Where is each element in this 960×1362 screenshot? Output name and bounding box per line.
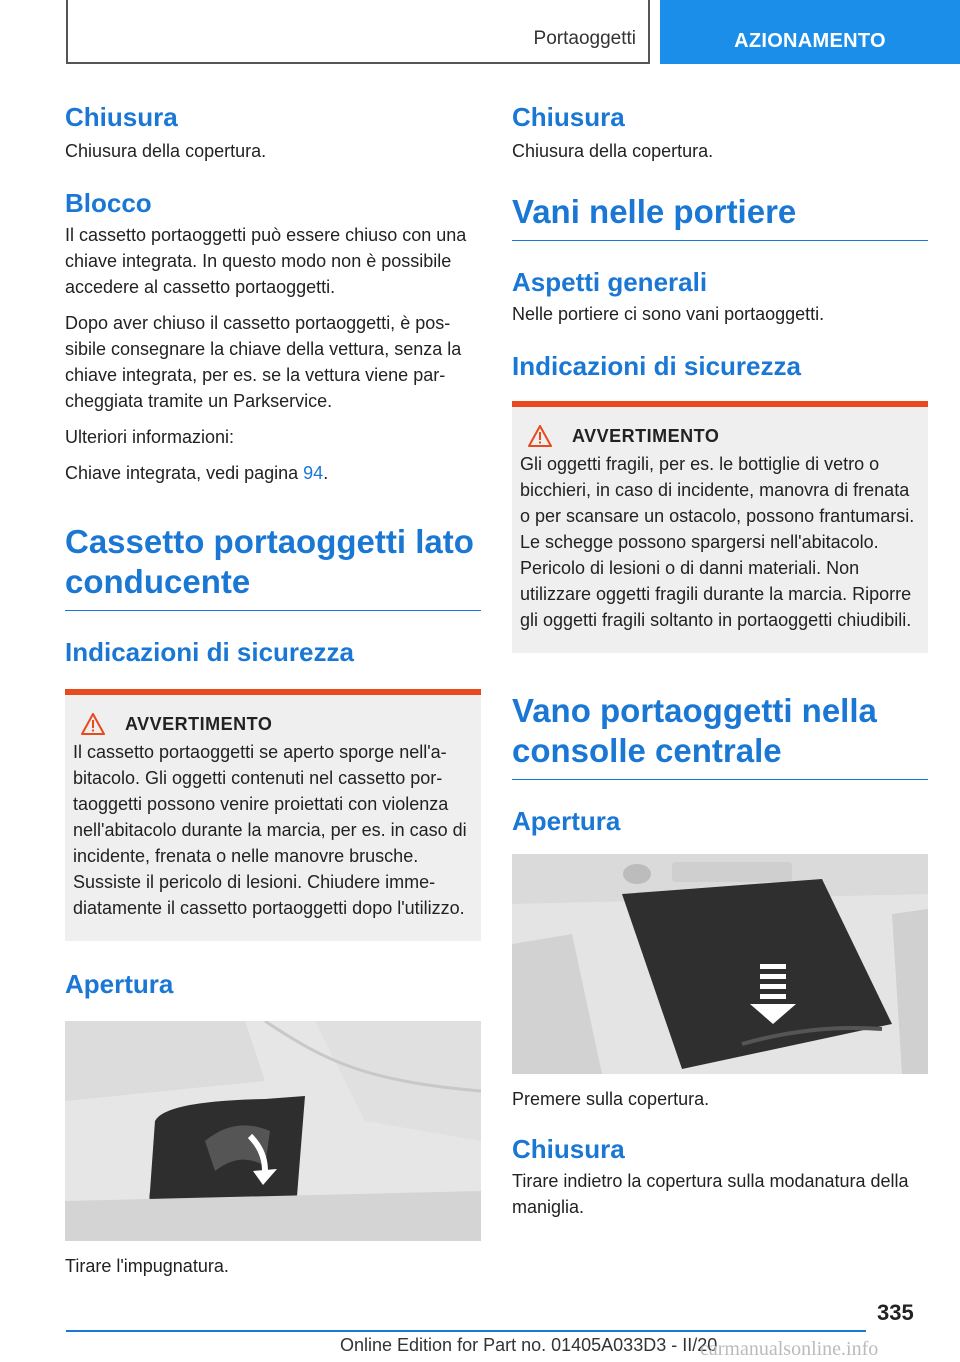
heading-blocco: Blocco bbox=[65, 188, 152, 218]
footer-divider bbox=[66, 1330, 866, 1332]
header-section-title: Portaoggetti bbox=[533, 28, 636, 49]
heading-chiusura-2: Chiusura bbox=[512, 1134, 625, 1164]
paragraph: Chiusura della copertura. bbox=[65, 141, 267, 161]
heading-apertura: Apertura bbox=[512, 806, 621, 836]
heading-aspetti: Aspetti generali bbox=[512, 267, 708, 297]
left-column bbox=[65, 100, 481, 1279]
footer-edition: Online Edition for Part no. 01405A033D3 - II/20 bbox=[340, 1335, 718, 1355]
warning-label: AVVERTIMENTO bbox=[125, 713, 273, 734]
heading-safety: Indicazioni di sicurezza bbox=[65, 637, 354, 667]
paragraph: Dopo aver chiuso il cassetto portaoggetti, è possibile consegnare la chiave della vettura, senza la chiave integrata, per es. se la vettura viene parcheggiata tramite un Parkservice. bbox=[65, 313, 462, 411]
console-compartment-illustration bbox=[512, 854, 928, 1074]
figure-caption: Tirare l'impugnatura. bbox=[65, 1256, 229, 1276]
warning-label: AVVERTIMENTO bbox=[572, 425, 720, 446]
section-title-vani: Vani nelle portiere bbox=[512, 192, 928, 241]
paragraph: Il cassetto portaoggetti può essere chiuso con una chiave integrata. In questo modo non è possibile accedere al cassetto portaoggetti. bbox=[65, 225, 467, 297]
paragraph: Nelle portiere ci sono vani portaoggetti. bbox=[512, 304, 825, 324]
section-title-consolle: Vano portaoggetti nella consolle centrale bbox=[512, 691, 928, 780]
header-chapter-tab[interactable] bbox=[660, 0, 960, 64]
figure-caption: Premere sulla copertura. bbox=[512, 1089, 710, 1109]
warning-box bbox=[512, 401, 928, 653]
warning-triangle-icon bbox=[81, 713, 105, 735]
paragraph-reference: Chiave integrata, vedi pagina 94. bbox=[65, 463, 329, 483]
paragraph: Chiusura della copertura. bbox=[512, 141, 714, 161]
page-number: 335 bbox=[877, 1300, 914, 1325]
warning-triangle-icon bbox=[528, 425, 552, 447]
warning-text: Gli oggetti fragili, per es. le bottiglie di vetro o bicchieri, in caso di incidente, manovra di frenata o per scansare un ostacolo, possono frantumarsi. Le schegge possono spargersi nell'abitacolo. Pericolo di lesioni o di danni materiali. Non utilizzare oggetti fragili durante la marcia. Riporre gli oggetti fragili soltanto in portaoggetti chiudibili. bbox=[520, 454, 915, 630]
heading-chiusura: Chiusura bbox=[512, 102, 625, 132]
heading-chiusura: Chiusura bbox=[65, 102, 178, 132]
paragraph: Tirare indietro la copertura sulla modanatura della maniglia. bbox=[512, 1171, 909, 1217]
glovebox-illustration bbox=[65, 1021, 481, 1241]
header-chapter-label: AZIONAMENTO bbox=[734, 30, 886, 52]
warning-header bbox=[528, 425, 920, 447]
warning-header bbox=[81, 713, 473, 735]
warning-text: Il cassetto portaoggetti se aperto sporge nell'abitacolo. Gli oggetti contenuti nel cassetto portaoggetti possono venire proiettati con violenza nell'abitacolo durante la marcia, per es. in caso di incidente, frenata o nelle manovre brusche. Sussiste il pericolo di lesioni. Chiudere immediatamente il cassetto portaoggetti dopo l'utilizzo. bbox=[73, 742, 467, 918]
section-title: Cassetto portaoggetti lato conducente bbox=[65, 522, 481, 611]
paragraph: Ulteriori informazioni: bbox=[65, 427, 235, 447]
right-column bbox=[512, 100, 928, 1220]
heading-safety: Indicazioni di sicurezza bbox=[512, 351, 801, 381]
heading-apertura: Apertura bbox=[65, 969, 174, 999]
warning-box bbox=[65, 689, 481, 941]
watermark: carmanualsonline.info bbox=[700, 1338, 879, 1360]
page-link[interactable]: 94 bbox=[303, 463, 324, 483]
